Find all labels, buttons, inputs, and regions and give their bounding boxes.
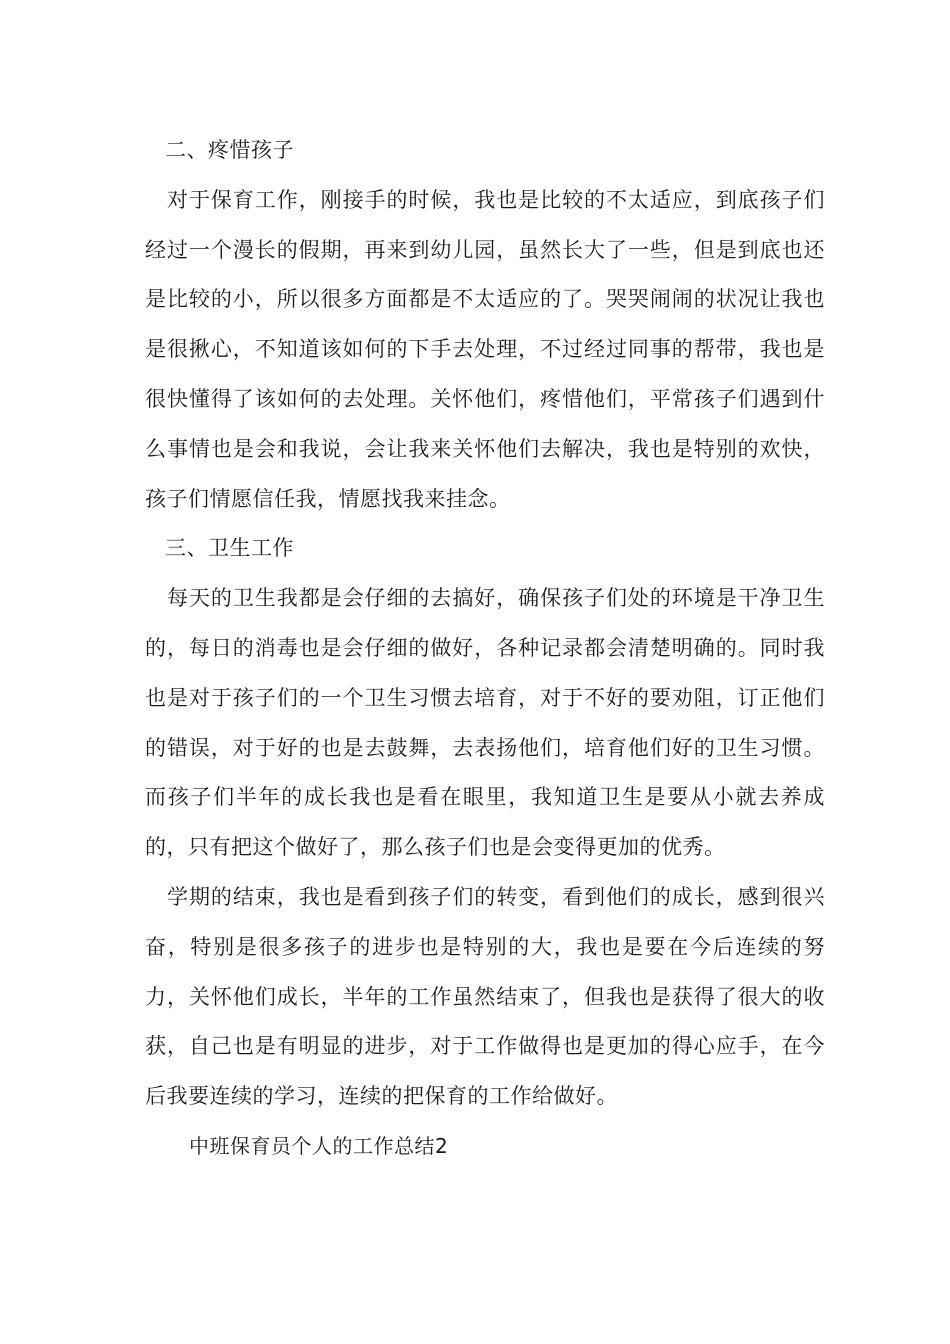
paragraph-care: 对于保育工作，刚接手的时候，我也是比较的不太适应，到底孩子们经过一个漫长的假期，再来到幼儿园，虽然长大了一些，但是到底也还是比较的小，所以很多方面都是不太适应的了。哭哭闹闹的状况让我也是很揪心，不知道该如何的下手去处理，不过经过同事的帮带，我也是很快懂得了该如何的去处理。关怀他们，疼惜他们，平常孩子们遇到什么事情也是会和我说，会让我来关怀他们去解决，我也是特别的欢快，孩子们情愿信任我，情愿找我来挂念。 [145,187,825,511]
section-heading-hygiene: 三、卫生工作 [165,536,294,561]
paragraph-conclusion: 学期的结束，我也是看到孩子们的转变，看到他们的成长，感到很兴奋，特别是很多孩子的进步也是特别的大，我也是要在今后连续的努力，关怀他们成长，半年的工作虽然结束了，但我也是获得了很大的收获，自己也是有明显的进步，对于工作做得也是更加的得心应手，在今后我要连续的学习，连续的把保育的工作给做好。 [145,884,825,1109]
next-summary-title: 中班保育员个人的工作总结2 [189,1133,449,1158]
section-heading-care: 二、疼惜孩子 [165,138,294,162]
document-body [145,126,825,1172]
paragraph-hygiene: 每天的卫生我都是会仔细的去搞好，确保孩子们处的环境是干净卫生的，每日的消毒也是会仔细的做好，各种记录都会清楚明确的。同时我也是对于孩子们的一个卫生习惯去培育，对于不好的要劝阻，订正他们的错误，对于好的也是去鼓舞，去表扬他们，培育他们好的卫生习惯。而孩子们半年的成长我也是看在眼里，我知道卫生是要从小就去养成的，只有把这个做好了，那么孩子们也是会变得更加的优秀。 [145,586,825,860]
